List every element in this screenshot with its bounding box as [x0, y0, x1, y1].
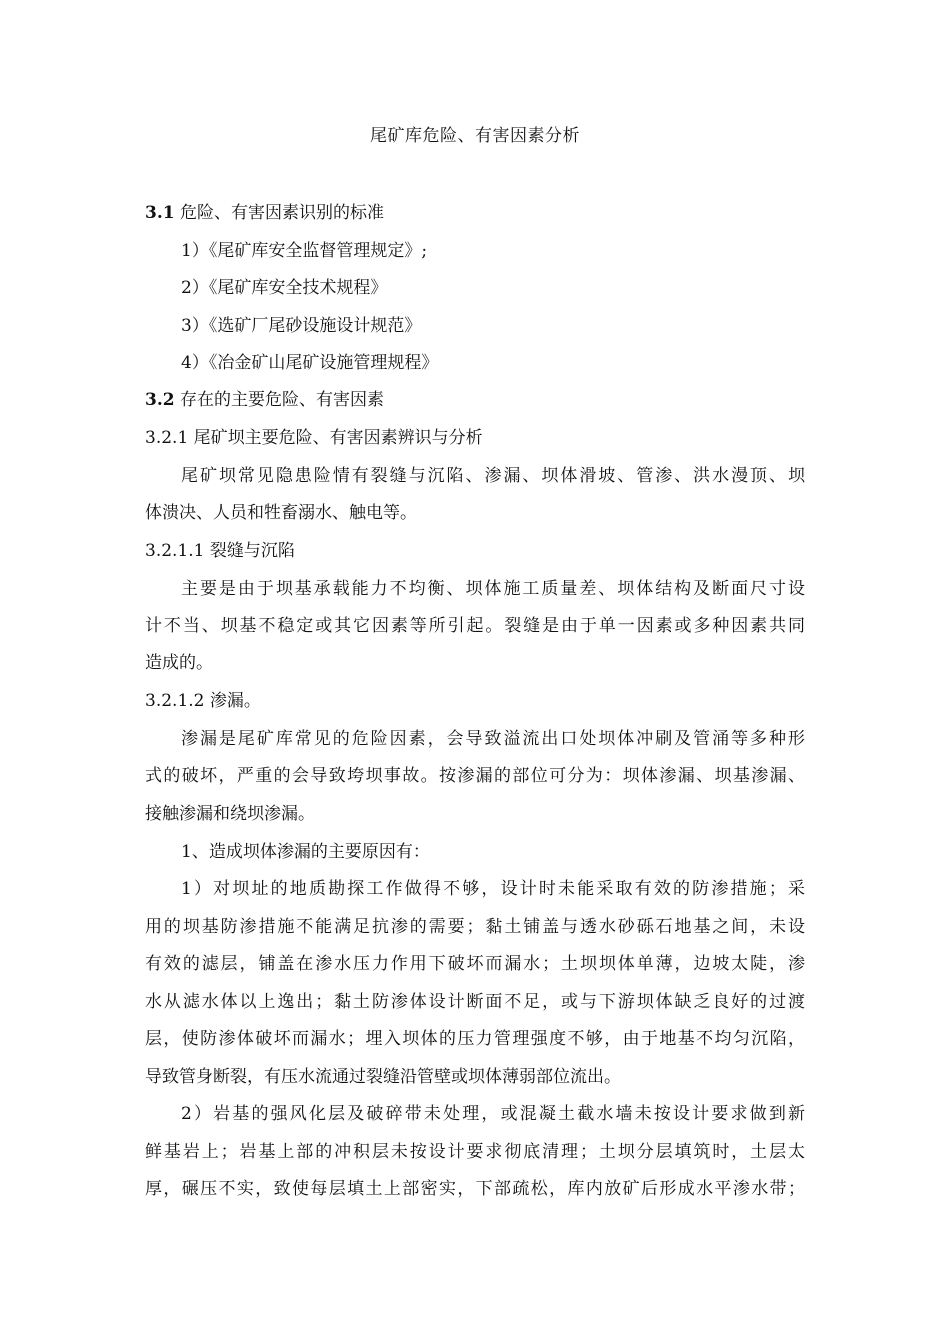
paragraph-line: 接触渗漏和绕坝渗漏。 — [145, 804, 315, 824]
standard-item-3: 3）《选矿厂尾砂设施设计规范》 — [181, 316, 422, 336]
section-number: 3.1 — [145, 203, 175, 223]
paragraph-line: 主要是由于坝基承载能力不均衡、坝体施工质量差、坝体结构及断面尺寸设 — [181, 579, 805, 599]
paragraph-line: 计不当、坝基不稳定或其它因素等所引起。裂缝是由于单一因素或多种因素共同 — [145, 616, 805, 636]
paragraph-line: 层，使防渗体破坏而漏水；埋入坝体的压力管理强度不够，由于地基不均匀沉陷， — [145, 1029, 805, 1049]
paragraph-line: 有效的滤层，铺盖在渗水压力作用下破坏而漏水；土坝坝体单薄，边坡太陡，渗 — [145, 954, 805, 974]
paragraph-line: 1）对坝址的地质勘探工作做得不够，设计时未能采取有效的防渗措施；采 — [181, 879, 805, 899]
paragraph-line: 体溃决、人员和牲畜溺水、触电等。 — [145, 503, 417, 523]
section-3-2-heading — [145, 385, 815, 410]
section-heading-text: 存在的主要危险、有害因素 — [174, 390, 384, 410]
paragraph-line: 导致管身断裂，有压水流通过裂缝沿管壁或坝体薄弱部位流出。 — [145, 1067, 621, 1087]
paragraph-line: 用的坝基防渗措施不能满足抗渗的需要；黏土铺盖与透水砂砾石地基之间，未设 — [145, 917, 805, 937]
section-3-2-1-heading: 3.2.1 尾矿坝主要危险、有害因素辨识与分析 — [145, 428, 483, 448]
standard-item-1: 1）《尾矿库安全监督管理规定》; — [181, 241, 428, 261]
paragraph-line: 2）岩基的强风化层及破碎带未处理，或混凝土截水墙未按设计要求做到新 — [181, 1104, 805, 1124]
document-title: 尾矿库危险、有害因素分析 — [370, 126, 580, 146]
standard-item-2: 2）《尾矿库安全技术规程》 — [181, 278, 388, 298]
section-3-1-heading — [145, 198, 815, 223]
paragraph-line: 造成的。 — [145, 653, 213, 673]
paragraph-line: 渗漏是尾矿库常见的危险因素，会导致溢流出口处坝体冲刷及管涌等多种形 — [181, 729, 805, 749]
paragraph-line: 鲜基岩上；岩基上部的冲积层未按设计要求彻底清理；土坝分层填筑时，土层太 — [145, 1142, 805, 1162]
section-heading-text: 危险、有害因素识别的标准 — [174, 203, 384, 223]
standard-item-4: 4）《冶金矿山尾矿设施管理规程》 — [181, 353, 439, 373]
section-number: 3.2 — [145, 390, 175, 410]
paragraph-line: 式的破坏，严重的会导致垮坝事故。按渗漏的部位可分为：坝体渗漏、坝基渗漏、 — [145, 766, 805, 786]
list-item-heading: 1、造成坝体渗漏的主要原因有： — [181, 842, 430, 862]
section-3-2-1-2-heading: 3.2.1.2 渗漏。 — [145, 691, 261, 711]
paragraph-line: 尾矿坝常见隐患险情有裂缝与沉陷、渗漏、坝体滑坡、管渗、洪水漫顶、坝 — [181, 466, 805, 486]
paragraph-line: 水从滤水体以上逸出；黏土防渗体设计断面不足，或与下游坝体缺乏良好的过渡 — [145, 992, 805, 1012]
section-3-2-1-1-heading: 3.2.1.1 裂缝与沉陷 — [145, 541, 295, 561]
paragraph-line: 厚，碾压不实，致使每层填土上部密实，下部疏松，库内放矿后形成水平渗水带； — [145, 1179, 805, 1199]
